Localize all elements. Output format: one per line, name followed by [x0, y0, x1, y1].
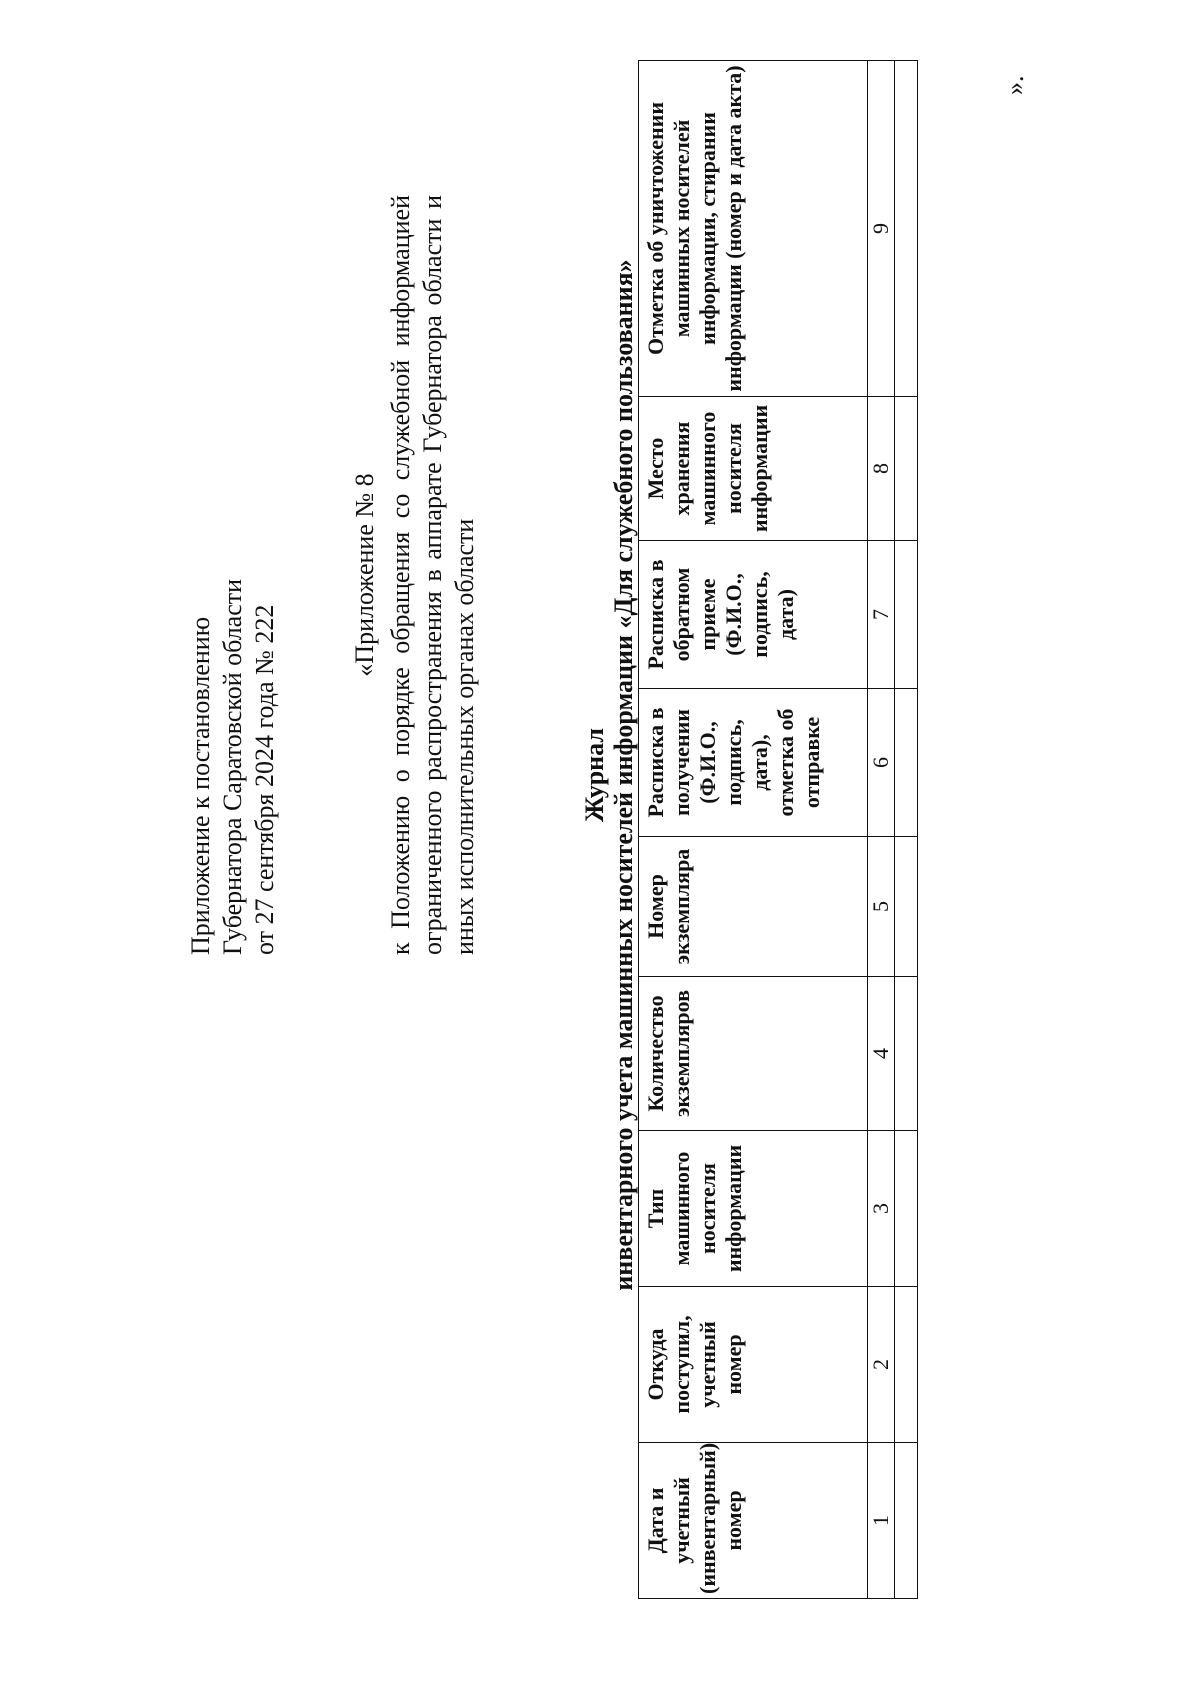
journal-subtitle: инвентарного учета машинных носителей информации «Для служебного пользования»: [609, 259, 638, 1291]
annex-line: от 27 сентября 2024 года № 222: [250, 604, 279, 955]
empty-cell: [895, 1131, 918, 1287]
column-header: Количество экземпляров: [639, 977, 868, 1131]
column-number: 8: [868, 397, 895, 541]
journal-title: Журнал: [580, 728, 609, 822]
table-header-row: [639, 61, 868, 1599]
column-header: Дата и учетный (инвентарный) номер: [639, 1443, 868, 1599]
empty-table-row: [895, 61, 918, 1599]
inventory-log-table: [638, 60, 918, 1599]
journal-heading: [580, 55, 638, 1495]
empty-cell: [895, 977, 918, 1131]
empty-cell: [895, 837, 918, 977]
column-number: 3: [868, 1131, 895, 1287]
empty-cell: [895, 689, 918, 837]
empty-cell: [895, 397, 918, 541]
empty-cell: [895, 541, 918, 689]
column-number: 1: [868, 1443, 895, 1599]
column-number: 6: [868, 689, 895, 837]
annex-line: Губернатора Саратовской области: [218, 578, 247, 955]
column-number: 4: [868, 977, 895, 1131]
column-number-row: [868, 61, 895, 1599]
column-number: 9: [868, 61, 895, 397]
empty-cell: [895, 61, 918, 397]
annex-line: Приложение к постановлению: [186, 616, 215, 955]
column-header: Расписка в получении (Ф.И.О., подпись, дата), отметка об отправке: [639, 689, 868, 837]
column-number: 5: [868, 837, 895, 977]
column-header: Расписка в обратном приеме (Ф.И.О., подпись, дата): [639, 541, 868, 689]
column-number: 2: [868, 1287, 895, 1443]
column-header: Тип машинного носителя информации: [639, 1131, 868, 1287]
appendix-text: к Положению о порядке обращения со служебной информацией ограниченного распространения в аппарате Губернатора области и иных исполнительных органах области: [386, 195, 479, 955]
empty-cell: [895, 1287, 918, 1443]
rotated-document-page: [40, 15, 1170, 1695]
annex-header: [185, 579, 281, 955]
column-header: Место хранения машинного носителя информации: [639, 397, 868, 541]
appendix-title: «Приложение № 8: [350, 473, 379, 677]
empty-cell: [895, 1443, 918, 1599]
column-number: 7: [868, 541, 895, 689]
column-header: Откуда поступил, учетный номер: [639, 1287, 868, 1443]
column-header: Отметка об уничтожении машинных носителей информации, стирании информации (номер и дата акта): [639, 61, 868, 397]
column-header: Номер экземпляра: [639, 837, 868, 977]
closing-quote-mark: ».: [1000, 75, 1029, 95]
